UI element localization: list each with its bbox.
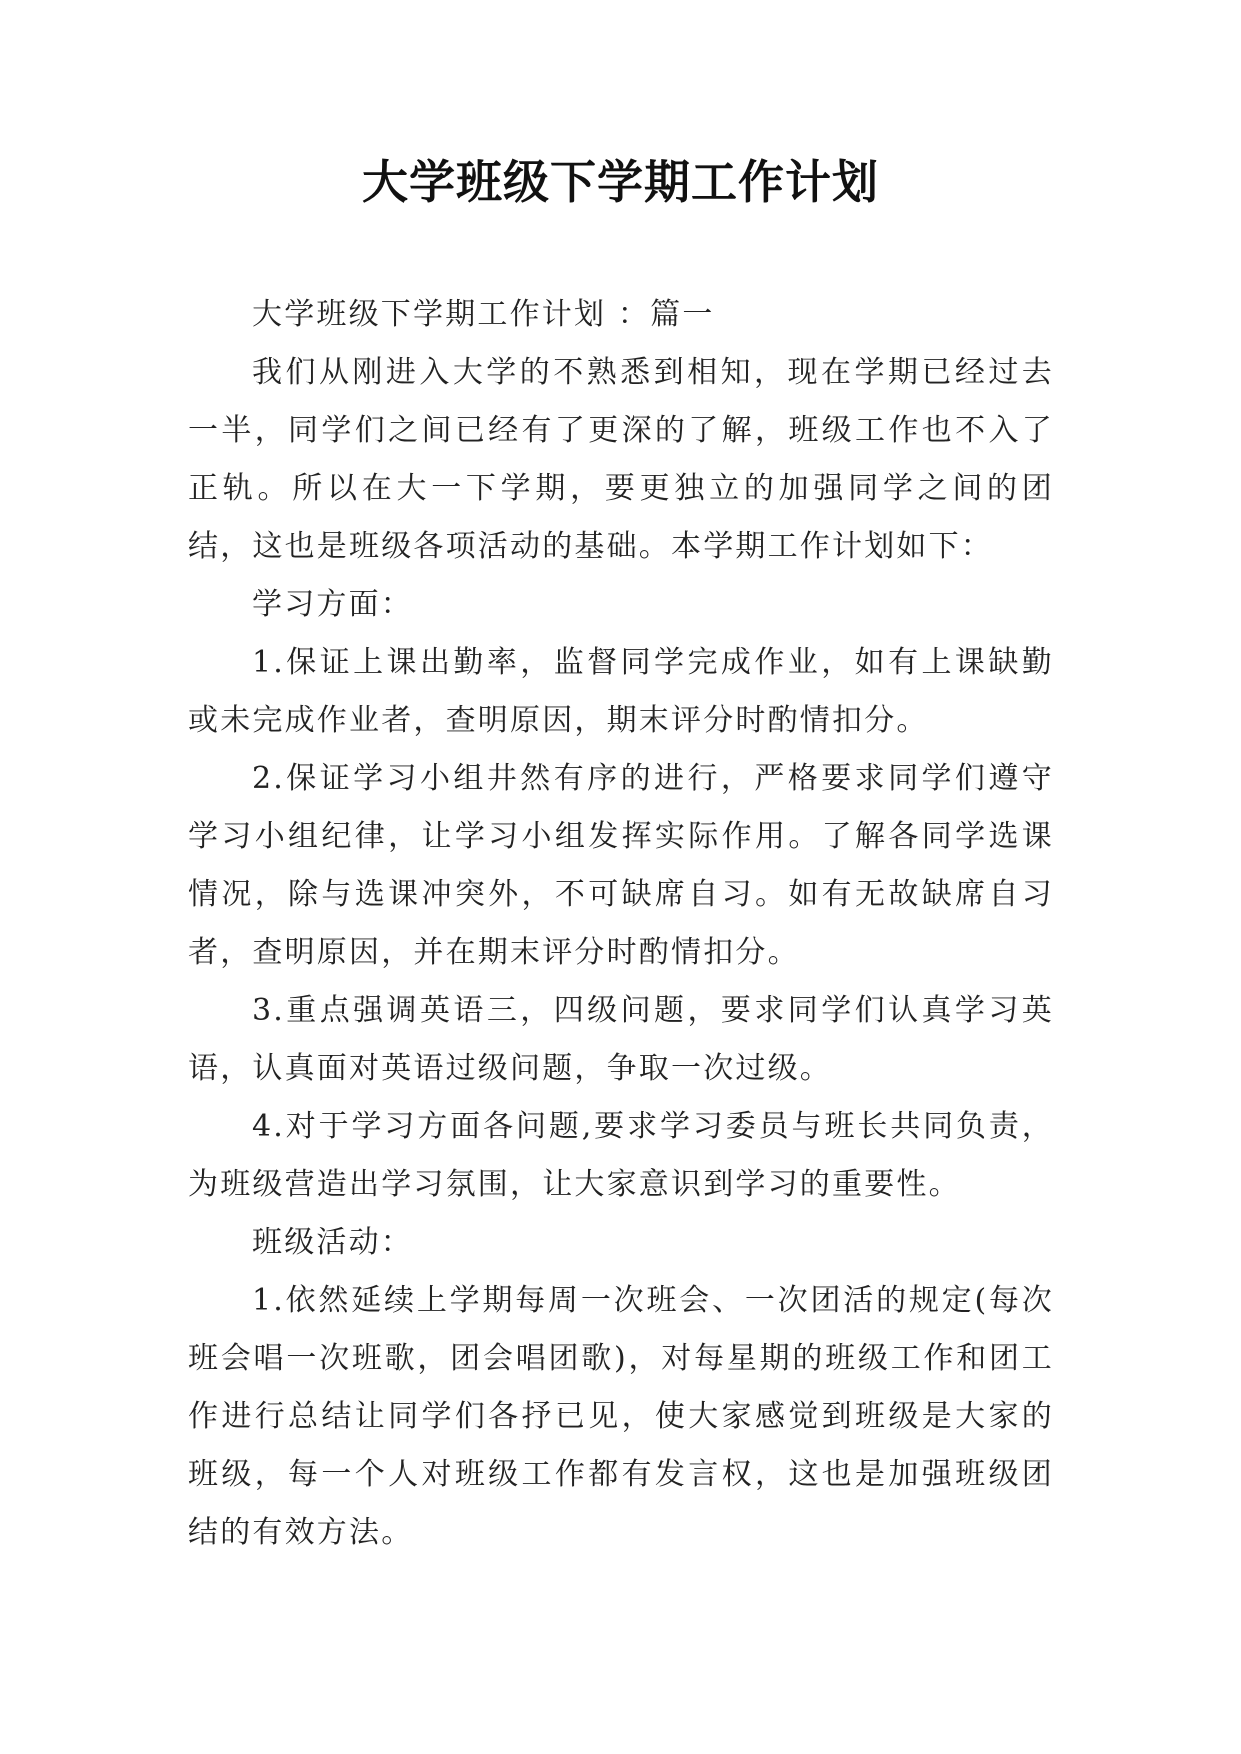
study-item-3: 3.重点强调英语三，四级问题，要求同学们认真学习英语，认真面对英语过级问题，争取一次过级。 [188, 993, 1054, 1086]
document-body [188, 286, 1054, 1562]
section-heading-class-activities: 班级活动： [252, 1225, 413, 1260]
section-heading-part-one: 大学班级下学期工作计划 ：篇一 [252, 297, 715, 332]
intro-paragraph: 我们从刚进入大学的不熟悉到相知，现在学期已经过去一半，同学们之间已经有了更深的了解，班级工作也不入了正轨。所以在大一下学期，要更独立的加强同学之间的团结，这也是班级各项活动的基础。本学期工作计划如下： [188, 355, 1054, 564]
study-item-4: 4.对于学习方面各问题,要求学习委员与班长共同负责，为班级营造出学习氛围，让大家意识到学习的重要性。 [188, 1109, 1054, 1202]
document-title: 大学班级下学期工作计划 [362, 155, 879, 209]
activity-item-1: 1.依然延续上学期每周一次班会、一次团活的规定(每次班会唱一次班歌，团会唱团歌)，对每星期的班级工作和团工作进行总结让同学们各抒已见，使大家感觉到班级是大家的班级，每一个人对班级工作都有发言权，这也是加强班级团结的有效方法。 [188, 1283, 1054, 1550]
section-heading-study: 学习方面： [252, 587, 413, 622]
study-item-2: 2.保证学习小组井然有序的进行，严格要求同学们遵守学习小组纪律，让学习小组发挥实际作用。了解各同学选课情况，除与选课冲突外，不可缺席自习。如有无故缺席自习者，查明原因，并在期末评分时酌情扣分。 [188, 761, 1054, 970]
study-item-1: 1.保证上课出勤率，监督同学完成作业，如有上课缺勤或未完成作业者，查明原因，期末评分时酌情扣分。 [188, 645, 1054, 738]
